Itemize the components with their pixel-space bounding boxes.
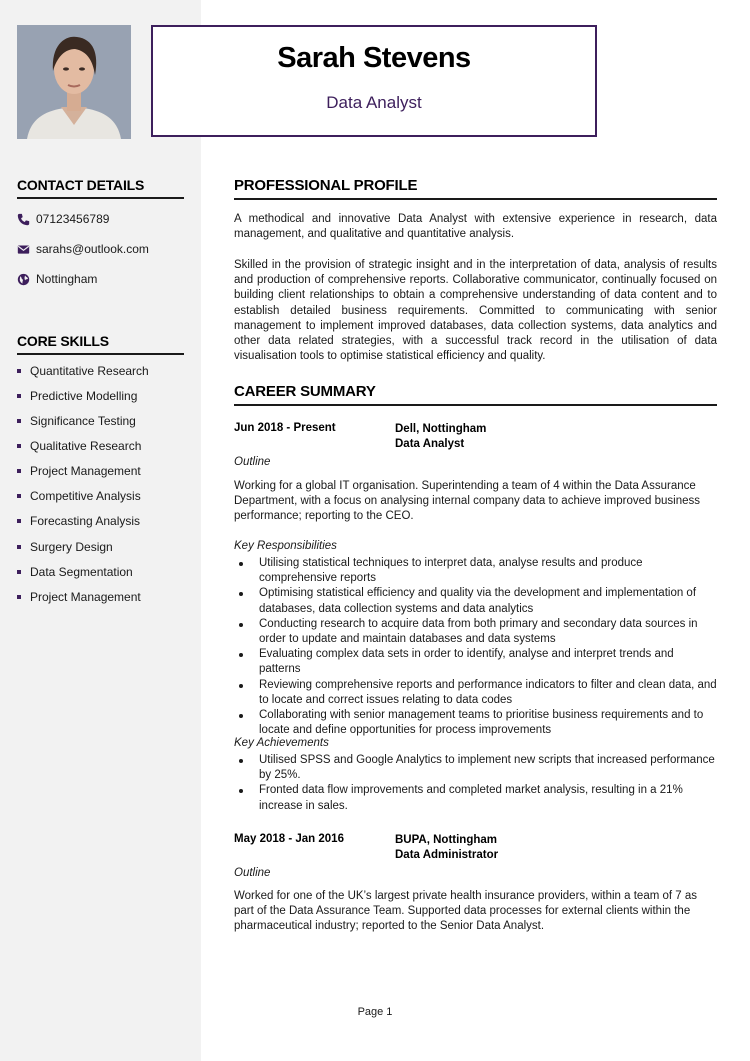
location-text: Nottingham <box>36 272 98 286</box>
email-text: sarahs@outlook.com <box>36 242 149 256</box>
bullet-square-icon <box>17 469 21 473</box>
sidebar <box>0 0 201 1061</box>
globe-icon <box>17 273 30 286</box>
job-employer <box>395 422 486 452</box>
achievements-label: Key Achievements <box>234 737 329 749</box>
envelope-icon <box>17 243 30 256</box>
list-item: Utilised SPSS and Google Analytics to implement new scripts that increased performance by 25%. <box>234 753 717 783</box>
contact-heading: CONTACT DETAILS <box>17 177 184 199</box>
candidate-name: Sarah Stevens <box>277 42 471 74</box>
contact-location <box>17 272 97 286</box>
job-employer <box>395 833 498 863</box>
job-outline: Working for a global IT organisation. Superintending a team of 4 within the Data Assurance Department, with a focus on analysing internal company data to achieve improved business performance; reporting to the CEO. <box>234 480 701 523</box>
bullet-square-icon <box>17 419 21 423</box>
list-item: Fronted data flow improvements and completed market analysis, resulting in a 21% increase in sales. <box>234 783 717 813</box>
list-item: Evaluating complex data sets in order to identify, analyse and interpret trends and patterns <box>234 647 717 677</box>
profile-photo <box>17 25 131 139</box>
job-dates: May 2018 - Jan 2016 <box>234 833 344 845</box>
list-item: Optimising statistical efficiency and quality via the development and implementation of databases, data collection systems and data analytics <box>234 586 717 616</box>
job-outline: Worked for one of the UK’s largest private health insurance providers, within a team of 7 as part of the Data Assurance Team. Supported data processes for external clients within the pharmaceutical industry; reported to the Senior Data Analyst. <box>234 890 698 933</box>
skill-item: Surgery Design <box>17 540 113 554</box>
skill-item: Significance Testing <box>17 414 136 428</box>
profile-heading: PROFESSIONAL PROFILE <box>234 177 717 200</box>
page-number: Page 1 <box>357 1006 393 1018</box>
skill-item: Project Management <box>17 464 141 478</box>
job-role: Data Analyst <box>395 438 465 450</box>
bullet-square-icon <box>17 444 21 448</box>
skill-item: Forecasting Analysis <box>17 514 140 528</box>
list-item: Collaborating with senior management teams to prioritise business requirements and to locate and define opportunities for process improvements <box>234 708 717 738</box>
list-item: Conducting research to acquire data from both primary and secondary data sources in order to update and maintain databases and data systems <box>234 617 717 647</box>
skill-item: Quantitative Research <box>17 364 149 378</box>
candidate-title: Data Analyst <box>326 93 422 112</box>
responsibilities-label: Key Responsibilities <box>234 540 337 552</box>
job-dates: Jun 2018 - Present <box>234 422 336 434</box>
bullet-square-icon <box>17 595 21 599</box>
responsibilities-list <box>234 556 717 738</box>
skill-item: Data Segmentation <box>17 565 133 579</box>
outline-label: Outline <box>234 456 271 468</box>
profile-paragraph-2: Skilled in the provision of strategic insight and in the interpretation of data, analysis of results and production of comprehensive reports. Collaborative communicator, continually focused on building client relationships to obtain a comprehensive understanding of data content and to establish detailed business requirements. Committed to communicating with senior management to implement improved databases, data collection systems, data analytics and other data related strategies, with a successful track record in the utilisation of data visualisation tools to optimise statistical efficiency and quality. <box>234 259 717 363</box>
bullet-square-icon <box>17 570 21 574</box>
bullet-square-icon <box>17 519 21 523</box>
portrait-image <box>17 25 131 139</box>
bullet-square-icon <box>17 394 21 398</box>
bullet-square-icon <box>17 545 21 549</box>
bullet-square-icon <box>17 369 21 373</box>
skill-item: Project Management <box>17 590 141 604</box>
career-heading: CAREER SUMMARY <box>234 383 717 406</box>
outline-label: Outline <box>234 867 271 879</box>
skill-item: Qualitative Research <box>17 439 141 453</box>
phone-text: 07123456789 <box>36 212 110 226</box>
skill-item: Predictive Modelling <box>17 389 137 403</box>
achievements-list <box>234 753 717 814</box>
name-box <box>151 25 597 137</box>
contact-email <box>17 242 149 256</box>
job-role: Data Administrator <box>395 849 499 861</box>
phone-icon <box>17 213 30 226</box>
contact-phone <box>17 212 109 226</box>
skill-item: Competitive Analysis <box>17 489 141 503</box>
list-item: Utilising statistical techniques to interpret data, analyse results and produce comprehensive reports <box>234 556 717 586</box>
skills-heading: CORE SKILLS <box>17 333 184 355</box>
bullet-square-icon <box>17 494 21 498</box>
profile-paragraph-1: A methodical and innovative Data Analyst with extensive experience in research, data management, and qualitative and quantitative analysis. <box>234 213 717 241</box>
list-item: Reviewing comprehensive reports and performance indicators to filter and clean data, and to locate and correct issues relating to data codes <box>234 678 717 708</box>
job-company: Dell, Nottingham <box>395 423 487 435</box>
job-company: BUPA, Nottingham <box>395 834 498 846</box>
